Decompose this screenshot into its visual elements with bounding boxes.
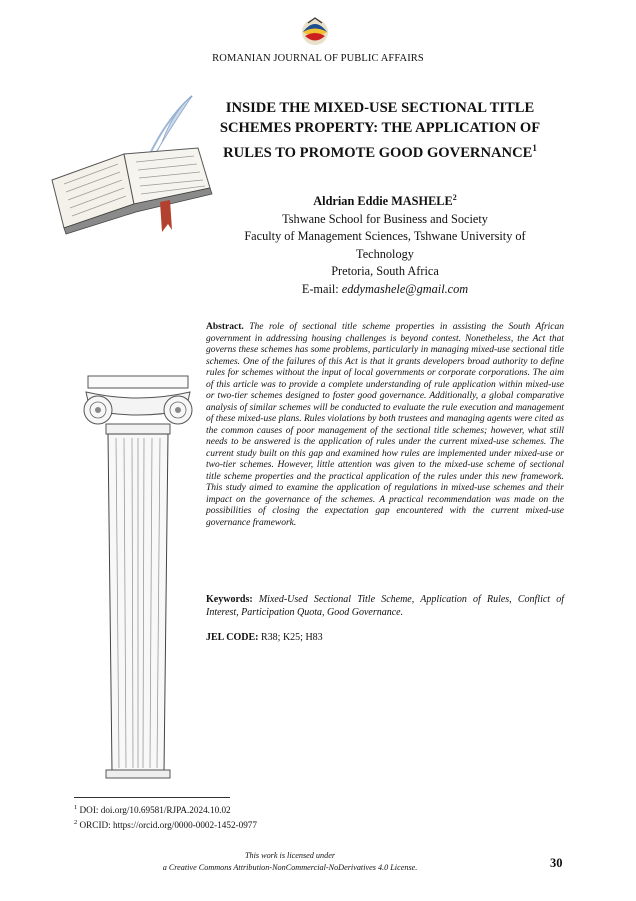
footnote-doi[interactable]: DOI: doi.org/10.69581/RJPA.2024.10.02 [79, 805, 231, 816]
footnote-item [74, 817, 257, 832]
author-email-label: E-mail: [301, 281, 339, 296]
title-footnote-mark: 1 [532, 143, 537, 153]
license-notice [140, 850, 440, 873]
book-quill-illustration [42, 92, 222, 240]
article-title [210, 98, 550, 163]
page-number: 30 [550, 856, 563, 870]
abstract-label: Abstract. [206, 322, 244, 332]
journal-name: ROMANIAN JOURNAL OF PUBLIC AFFAIRS [212, 53, 424, 64]
license-line-2[interactable]: a Creative Commons Attribution-NonCommercial-NoDerivatives 4.0 License. [162, 862, 418, 872]
keywords-text: Mixed-Used Sectional Title Scheme, Application of Rules, Conflict of Interest, Participation Quota, Good Governance. [206, 594, 565, 618]
footnote-mark: 1 [74, 804, 78, 811]
article-title-text: INSIDE THE MIXED-USE SECTIONAL TITLE SCHEMES PROPERTY: THE APPLICATION OF RULES TO PROMOTE GOOD GOVERNANCE [219, 100, 541, 161]
ionic-column-illustration [82, 370, 194, 782]
author-name [232, 189, 538, 211]
author-block [232, 189, 538, 298]
author-affiliation-2: Faculty of Management Sciences, Tshwane University of Technology [244, 229, 526, 261]
author-footnote-mark: 2 [452, 193, 457, 202]
jel-codes: R38; K25; H83 [261, 632, 323, 643]
author-location: Pretoria, South Africa [331, 264, 439, 279]
keywords-paragraph [206, 594, 564, 619]
author-email [232, 281, 538, 299]
license-line-1: This work is licensed under [244, 851, 336, 860]
abstract-text: The role of sectional title scheme properties in assisting the South African government in addressing housing challenges is beyond contest. Nonetheless, the Act that governs these schemes has some problems, particularly in managing mixed-use sectional title schemes. One of the failures of this Act is that it grants developers broad authority to define rules for schemes without the input of local governments or corporate corporations. The aim of this article was to provide a complete understanding of rule application within mixed-use or two-tier schemes designed to foster good governance. Additionally, a global comparative analysis of similar schemes will be conducted to evaluate the rule execution and management of these mixed-use plans. Rules violations by both trustees and managing agents were cited as the common causes of poor management of the sectional title schemes; however, what still needs to be answered is the application of rules under the current mixed-use schemes. The current study built on this gap and examined how rules are implemented under mixed-use or two-tier schemes. However, little attention was given to the mixed-use scheme of sectional title scheme properties and the practical application of the rules under this new framework. This study aimed to examine the application of regulations in mixed-use schemes and their impact on the governance of the schemes. A practical recommendation was made on the possibilities of closing the expectation gap encountered with the current mixed-use governance framework. [206, 322, 564, 528]
author-email-link[interactable]: eddymashele@gmail.com [341, 281, 469, 296]
jel-code-line [206, 632, 564, 643]
keywords-label: Keywords: [206, 594, 253, 605]
journal-logo [298, 14, 332, 50]
author-affiliation-1: Tshwane School for Business and Society [282, 211, 488, 226]
footnote-orcid[interactable]: ORCID: https://orcid.org/0000-0002-1452-0977 [79, 819, 257, 830]
jel-label: JEL CODE: [206, 632, 259, 643]
footnotes [74, 802, 257, 832]
abstract-paragraph [206, 322, 564, 529]
footnote-separator [74, 797, 230, 798]
author-name-text: Aldrian Eddie MASHELE [313, 194, 453, 209]
footnote-mark: 2 [74, 818, 78, 826]
footnote-item [74, 802, 257, 817]
